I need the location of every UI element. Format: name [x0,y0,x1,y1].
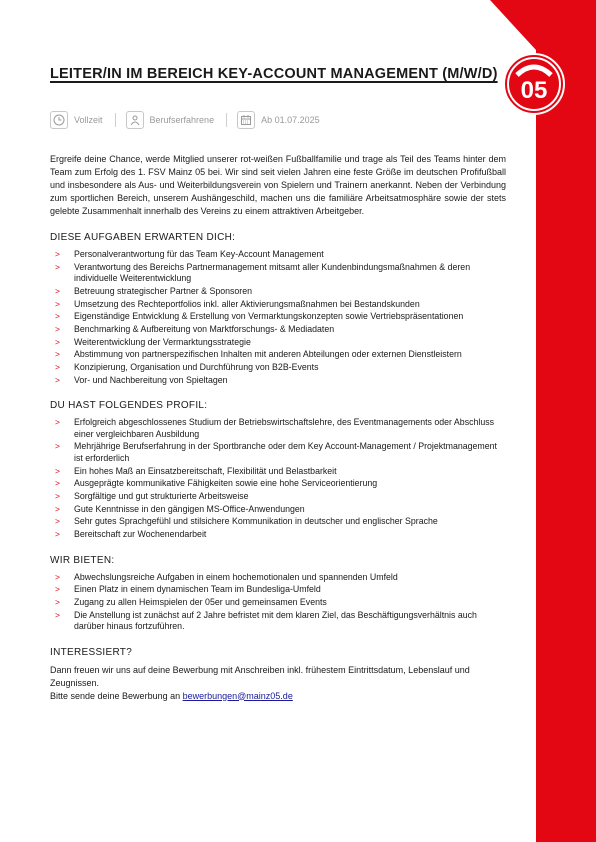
list-item: > Verantwortung des Bereichs Partnermanagement mitsamt aller Kundenbindungsmaßnahmen & deren individuelle Weiterentwicklung [50,262,506,285]
contact-paragraph: Dann freuen wir uns auf deine Bewerbung mit Anschreiben inkl. frühestem Eintrittsdatum, Lebenslauf und Zeugnissen. [50,664,470,688]
list-item: > Abwechslungsreiche Aufgaben in einem hochemotionalen und spannenden Umfeld [50,572,506,584]
meta-divider [115,113,116,127]
contact-heading: INTERESSIERT? [50,646,133,658]
list-item: > Erfolgreich abgeschlossenes Studium der Betriebswirtschaftslehre, des Eventmanagements oder Abschluss einer vergleichbaren Ausbildung [50,417,506,440]
person-icon [126,111,144,129]
list-item: > Personalverantwortung für das Team Key-Account Management [50,249,506,261]
club-logo-text: 05 [520,77,548,104]
intro-paragraph: Ergreife deine Chance, werde Mitglied unserer rot-weißen Fußballfamilie und trage als Teil des Teams hinter dem Team zum Erfolg des 1. FSV Mainz 05 bei. Wir sind seit vielen Jahren eine feste Größe im deutschen Profifußball und insbesondere als Aus- und Weiterbildungsverein von Spielern und Trainern anerkannt. Neben der Verbindung zum sportlichen Bereich, unserem Aushängeschild, machen uns die familiäre Arbeitsatmosphäre sowie der stets gelebte Zusammenhalt innerhalb des Vereins zu einem attraktiven Arbeitgeber. [50,154,506,216]
list-item: > Weiterentwicklung der Vermarktungsstrategie [50,337,506,349]
list-item: > Umsetzung des Rechteportfolios inkl. aller Aktivierungsmaßnahmen bei Bestandskunden [50,299,506,311]
list-item: > Mehrjährige Berufserfahrung in der Sportbranche oder dem Key Account-Management / Projektmanagement ist erforderlich [50,441,506,464]
list-item: > Betreuung strategischer Partner & Sponsoren [50,286,506,298]
list-item: > Sorgfältige und gut strukturierte Arbeitsweise [50,491,506,503]
calendar-icon [237,111,255,129]
employment-type: Vollzeit [74,115,103,125]
contact-send-prefix: Bitte sende deine Bewerbung an [50,690,183,701]
list-item: > Die Anstellung ist zunächst auf 2 Jahre befristet mit dem klaren Ziel, das Beschäftigungsverhältnis auch darüber hinaus fortzuführen. [50,610,506,633]
club-logo-icon [503,53,565,115]
offer-heading: WIR BIETEN: [50,554,115,566]
list-item: > Einen Platz in einem dynamischen Team im Bundesliga-Umfeld [50,584,506,596]
list-item: > Ausgeprägte kommunikative Fähigkeiten sowie eine hohe Serviceorientierung [50,478,506,490]
list-item: > Sehr gutes Sprachgefühl und stilsichere Kommunikation in deutscher und englischer Sprache [50,516,506,528]
job-posting [50,64,506,703]
job-meta-row [50,108,506,132]
list-item: > Zugang zu allen Heimspielen der 05er und gemeinsamen Events [50,597,506,609]
clock-icon [50,111,68,129]
email-link[interactable]: bewerbungen@mainz05.de [182,690,293,701]
profile-heading: DU HAST FOLGENDES PROFIL: [50,400,208,412]
list-item: > Ein hohes Maß an Einsatzbereitschaft, Flexibilität und Belastbarkeit [50,466,506,478]
list-item: > Gute Kenntnisse in den gängigen MS-Office-Anwendungen [50,504,506,516]
list-item: > Abstimmung von partnerspezifischen Inhalten mit anderen Abteilungen oder externen Dienstleistern [50,349,506,361]
tasks-list [50,249,506,386]
list-item: > Eigenständige Entwicklung & Erstellung von Vermarktungskonzepten sowie Vertriebspräsentationen [50,311,506,323]
list-item: > Benchmarking & Aufbereitung von Marktforschungs- & Mediadaten [50,324,506,336]
profile-list [50,417,506,540]
page-title: LEITER/IN IM BEREICH KEY-ACCOUNT MANAGEMENT (M/W/D) [50,66,498,82]
list-item: > Konzipierung, Organisation und Durchführung von B2B-Events [50,362,506,374]
experience-level: Berufserfahrene [149,115,215,125]
meta-divider [226,113,227,127]
list-item: > Bereitschaft zur Wochenendarbeit [50,529,506,541]
list-item: > Vor- und Nachbereitung von Spieltagen [50,375,506,387]
offer-list [50,572,506,633]
contact-text [50,664,506,703]
start-date: Ab 01.07.2025 [261,115,320,125]
tasks-heading: DIESE AUFGABEN ERWARTEN DICH: [50,232,236,243]
